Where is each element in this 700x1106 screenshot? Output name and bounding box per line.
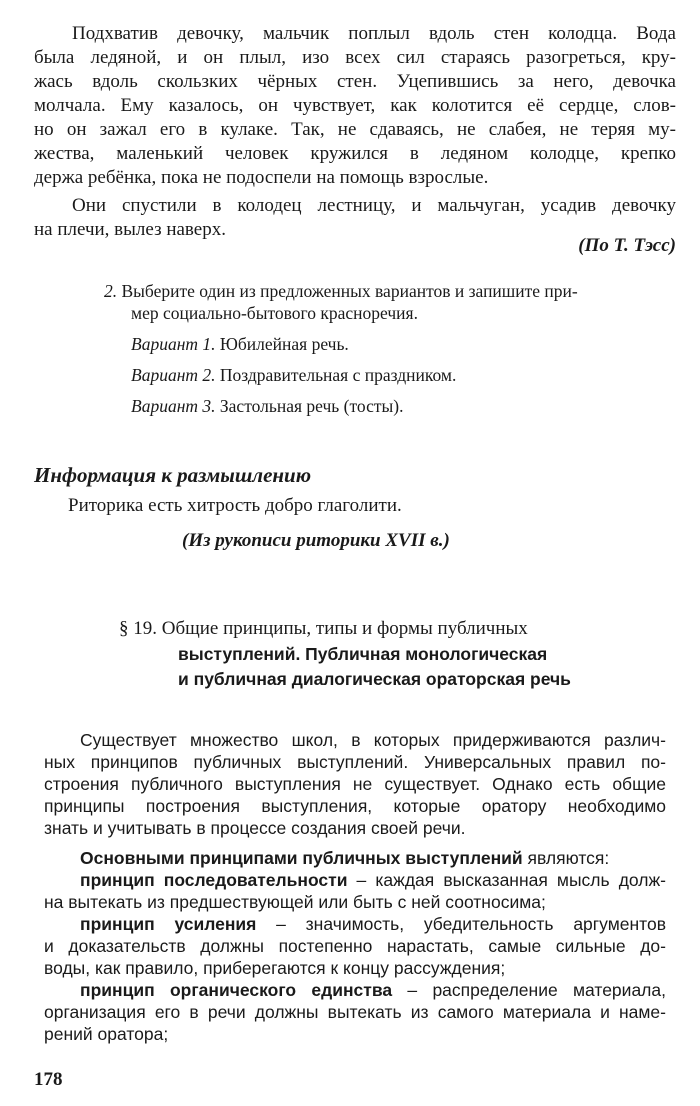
task-text-line2: мер социально-бытового красноречия.: [131, 303, 418, 323]
story-line: молчала. Ему казалось, он чувствует, как колотится её сердце, слов-: [34, 95, 676, 116]
variant-text: Застольная речь (тосты).: [219, 396, 404, 416]
principle-unity: [80, 980, 666, 1001]
variant-1: [131, 334, 349, 355]
section-title-line2: выступлений. Публичная монологическая: [178, 644, 548, 664]
principle-unity-line3: рений оратора;: [44, 1024, 169, 1044]
principle-amplification-line2: и доказательств должны постепенно нарастать, самые сильные до-: [44, 936, 666, 956]
principle-amplification-line3: воды, как правило, приберегаются к концу рассуждения;: [44, 958, 506, 978]
principle-amplification-bold: принцип усиления: [80, 914, 257, 934]
principle-amplification-text: – значимость, убедительность аргументов: [256, 914, 666, 934]
section-title-line3: и публичная диалогическая ораторская речь: [178, 669, 571, 689]
body-line: ных принципов публичных выступлений. Универсальных правил по-: [44, 752, 666, 772]
variant-label: Вариант 2.: [131, 365, 216, 385]
info-quote: Риторика есть хитрость добро глаголити.: [68, 495, 402, 516]
principle-sequence-bold: принцип последовательности: [80, 870, 348, 890]
principle-unity-bold: принцип органического единства: [80, 980, 393, 1000]
info-heading: Информация к размышлению: [34, 463, 312, 487]
task-text: [104, 281, 578, 302]
principle-sequence-text: – каждая высказанная мысль долж-: [347, 870, 666, 890]
principle-unity-text: – распределение материала,: [392, 980, 666, 1000]
task-text-line1: Выберите один из предложенных вариантов и запишите при-: [121, 281, 578, 301]
story-line: но он зажал его в кулаке. Так, не сдаваясь, не слабея, не теряя му-: [34, 119, 676, 140]
variant-label: Вариант 1.: [131, 334, 216, 354]
page-number: 178: [34, 1069, 63, 1090]
principles-intro: [80, 848, 609, 869]
story-line: Они спустили в колодец лестницу, и мальчуган, усадив девочку: [72, 195, 676, 216]
principle-sequence: [80, 870, 666, 891]
story-line: держа ребёнка, пока не подоспели на помощь взрослые.: [34, 167, 489, 188]
principle-amplification: [80, 914, 666, 935]
principles-intro-bold: Основными принципами публичных выступлений: [80, 848, 523, 868]
info-source: (Из рукописи риторики XVII в.): [182, 530, 450, 551]
story-line: жась вдоль скользких чёрных стен. Уцепившись за него, девочка: [34, 71, 676, 92]
story-line: жества, маленький человек кружился в ледяном колодце, крепко: [34, 143, 676, 164]
body-line: строения публичного выступления не существует. Однако есть общие: [44, 774, 666, 794]
body-line: знать и учитывать в процессе создания своей речи.: [44, 818, 466, 838]
variant-label: Вариант 3.: [131, 396, 216, 416]
story-line: была ледяной, и он плыл, изо всех сил стараясь разогреться, кру-: [34, 47, 676, 68]
variant-text: Юбилейная речь.: [219, 334, 349, 354]
principle-unity-line2: организация его в речи должны вытекать из самого материала и наме-: [44, 1002, 666, 1022]
story-line: на плечи, вылез наверх.: [34, 219, 226, 240]
story-source: (По Т. Тэсс): [578, 235, 676, 256]
variant-text: Поздравительная с праздником.: [219, 365, 457, 385]
section-title-line1: § 19. Общие принципы, типы и формы публичных: [119, 618, 528, 639]
body-line: принципы построения выступления, которые оратору необходимо: [44, 796, 666, 816]
principle-sequence-line2: на вытекать из предшествующей или быть с ней соотносима;: [44, 892, 546, 912]
story-line: Подхватив девочку, мальчик поплыл вдоль стен колодца. Вода: [72, 23, 676, 44]
body-line: Существует множество школ, в которых придерживаются различ-: [80, 730, 666, 750]
principles-intro-rest: являются:: [522, 848, 610, 868]
variant-2: [131, 365, 456, 386]
variant-3: [131, 396, 403, 417]
task-number: 2.: [104, 281, 118, 301]
